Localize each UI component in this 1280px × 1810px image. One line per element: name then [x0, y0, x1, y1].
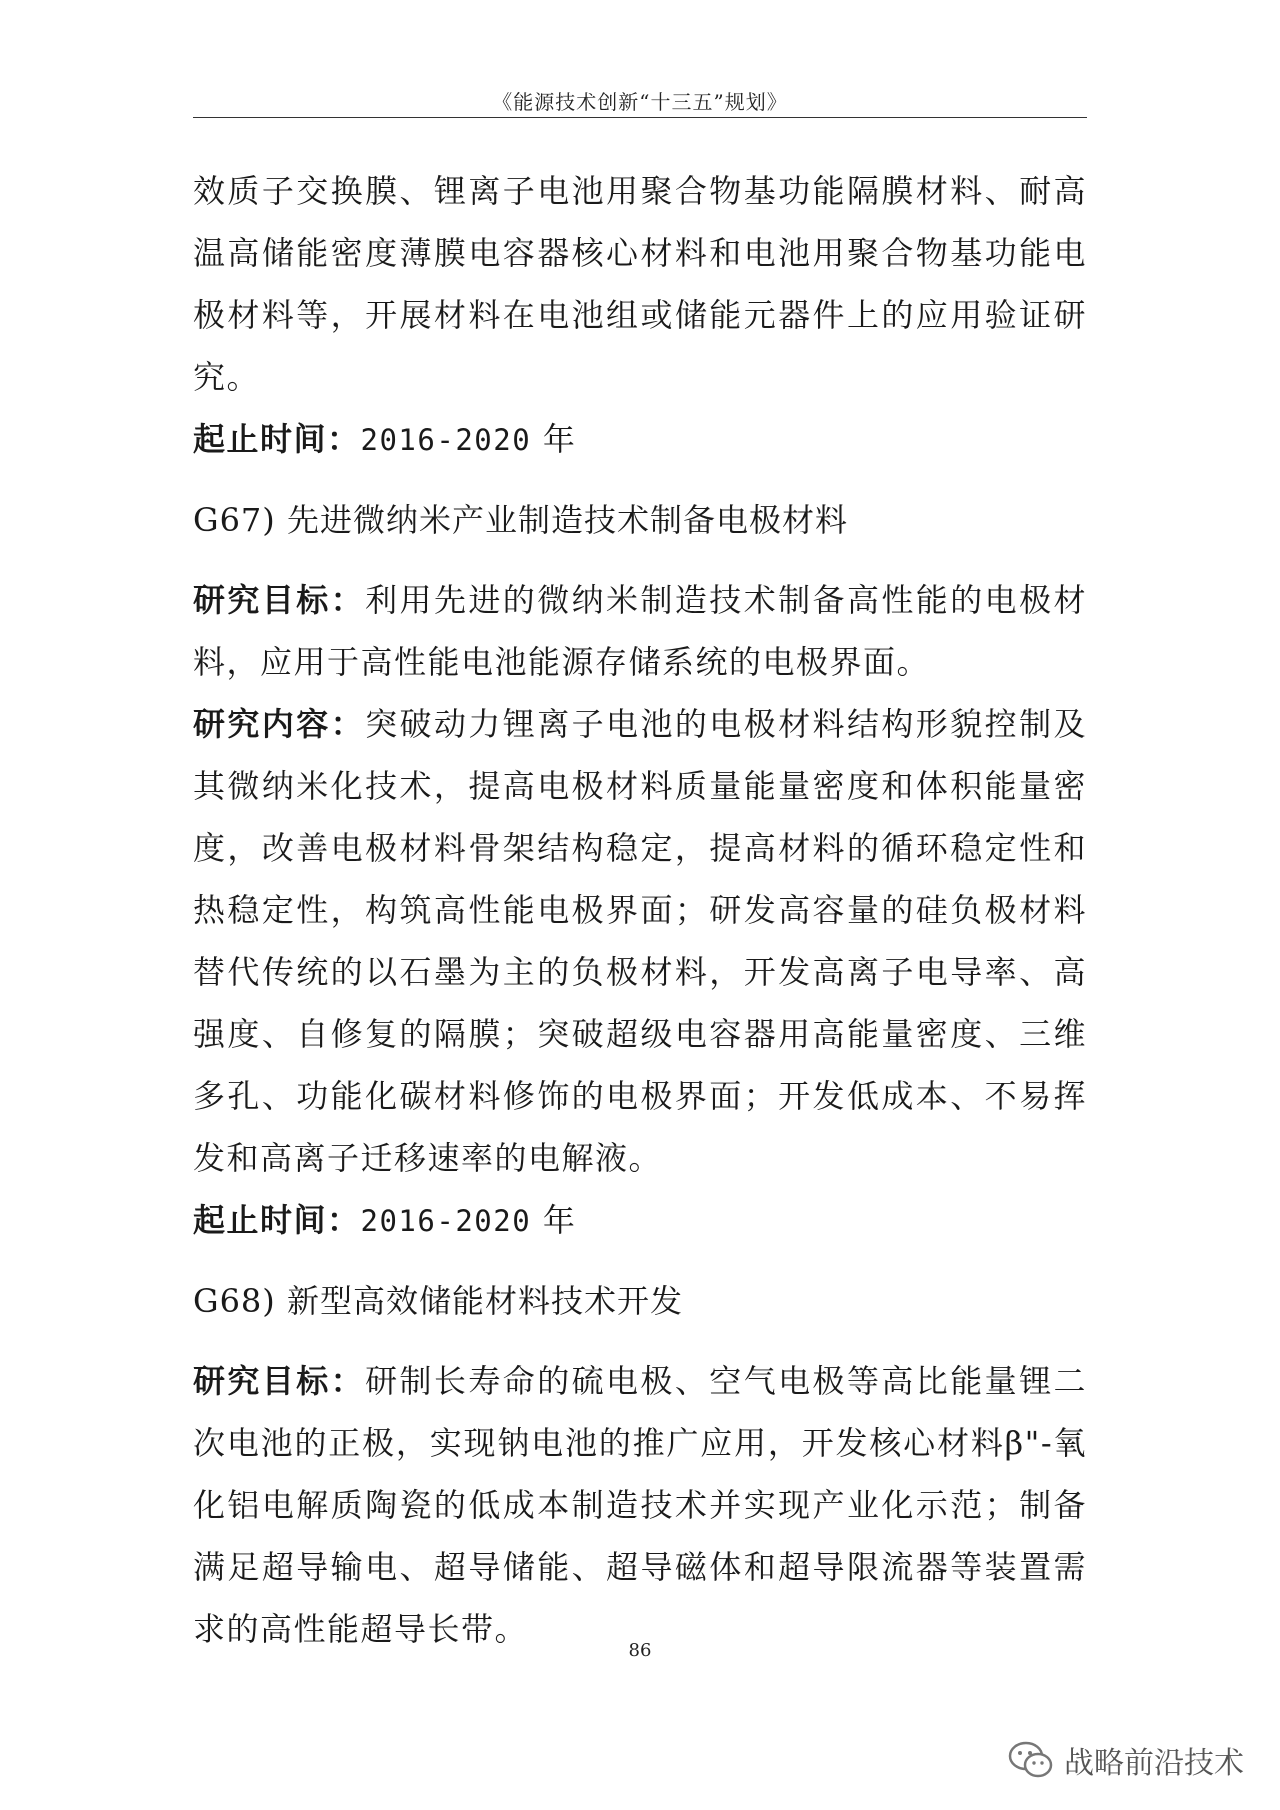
goal-text: 利用先进的微纳米制造技术制备高性能的电极材料，应用于高性能电池能源存储系统的电极界面。: [193, 581, 1087, 681]
g67-content: [193, 693, 1087, 1189]
section-heading-g67: G67) 先进微纳米产业制造技术制备电极材料: [193, 501, 848, 539]
wechat-icon: [1008, 1740, 1054, 1780]
time-label: 起止时间：: [193, 1201, 361, 1239]
g67-goal: [193, 569, 1087, 693]
watermark: [1008, 1738, 1244, 1782]
header-rule: [193, 117, 1087, 118]
time-value: 2016-2020: [360, 1204, 532, 1238]
time-unit: 年: [531, 1201, 577, 1239]
time-line-1: [193, 408, 1087, 471]
watermark-text: 战略前沿技术: [1064, 1746, 1244, 1781]
time-unit: 年: [531, 420, 577, 458]
time-line-2: [193, 1189, 1087, 1252]
goal-label: 研究目标：: [193, 581, 366, 619]
document-body: [193, 160, 1087, 1660]
g68-goal: [193, 1350, 1087, 1660]
goal-label: 研究目标：: [193, 1362, 366, 1400]
content-text: 突破动力锂离子电池的电极材料结构形貌控制及其微纳米化技术，提高电极材料质量能量密度和体积能量密度，改善电极材料骨架结构稳定，提高材料的循环稳定性和热稳定性，构筑高性能电极界面；研发高容量的硅负极材料替代传统的以石墨为主的负极材料，开发高离子电导率、高强度、自修复的隔膜；突破超级电容器用高能量密度、三维多孔、功能化碳材料修饰的电极界面；开发低成本、不易挥发和高离子迁移速率的电解液。: [193, 705, 1087, 1177]
time-value: 2016-2020: [360, 423, 532, 457]
section-heading-g68: G68) 新型高效储能材料技术开发: [193, 1282, 683, 1320]
running-header: 《能源技术创新“十三五”规划》: [492, 90, 788, 114]
goal-text: 研制长寿命的硫电极、空气电极等高比能量锂二次电池的正极，实现钠电池的推广应用，开发核心材料β"-氧化铝电解质陶瓷的低成本制造技术并实现产业化示范；制备满足超导输电、超导储能、超导磁体和超导限流器等装置需求的高性能超导长带。: [193, 1362, 1087, 1648]
time-label: 起止时间：: [193, 420, 361, 458]
paragraph-continued: 效质子交换膜、锂离子电池用聚合物基功能隔膜材料、耐高温高储能密度薄膜电容器核心材料和电池用聚合物基功能电极材料等，开展材料在电池组或储能元器件上的应用验证研究。: [193, 172, 1087, 396]
page-number: 86: [628, 1640, 652, 1661]
content-label: 研究内容：: [193, 705, 366, 743]
